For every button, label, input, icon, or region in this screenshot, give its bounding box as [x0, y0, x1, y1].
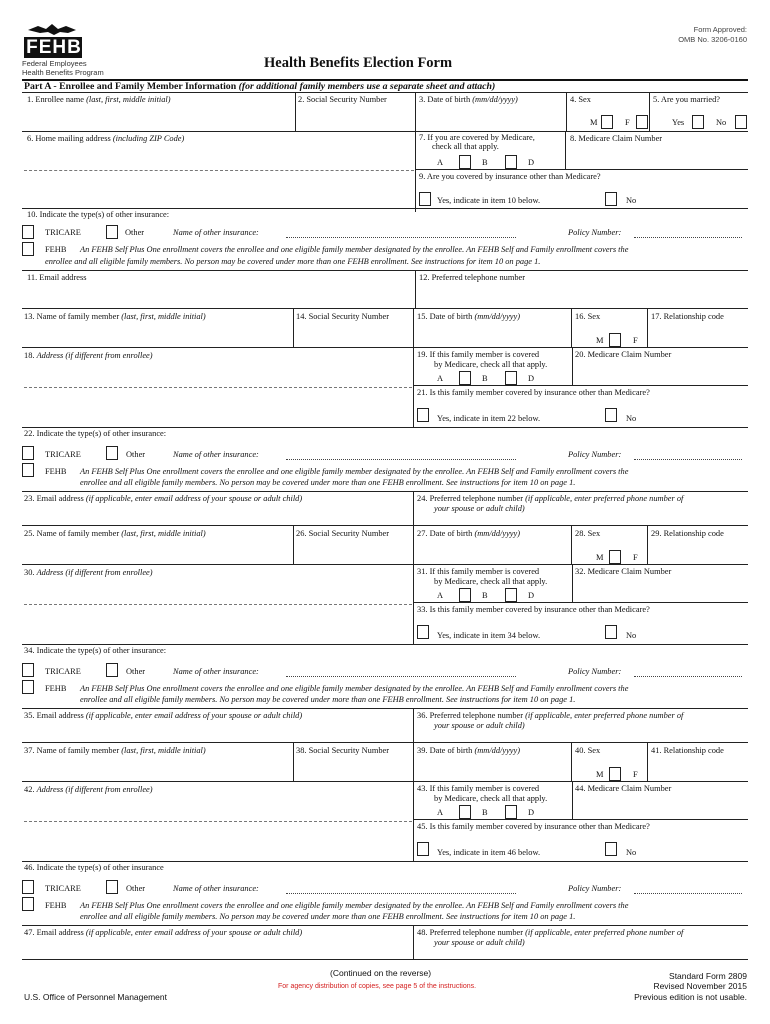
medicare-a-label: A: [437, 374, 444, 383]
member-other-ins-yes-label: Yes, indicate in item 34 below.: [437, 631, 541, 640]
org-name-line2: Health Benefits Program: [22, 68, 104, 77]
field-text: Email address: [36, 494, 84, 503]
field-3-label: [419, 95, 518, 105]
revised-date: Revised November 2015: [653, 981, 747, 991]
other-name-label: Name of other insurance:: [173, 450, 259, 459]
fehb-note-2: enrollee and all eligible family members. No person may be covered under more than one FEHB enrollment. See instructions for item 10 on page 1.: [45, 257, 541, 266]
member-sex-m-checkbox[interactable]: [609, 767, 621, 781]
married-no-label: No: [716, 118, 727, 127]
medicare-d-label: D: [528, 158, 535, 167]
enrollee-sex-f-checkbox[interactable]: [636, 115, 648, 129]
member-type-label: 22. Indicate the type(s) of other insurance:: [24, 429, 167, 438]
agency-distribution: For agency distribution of copies, see page 5 of the instructions.: [278, 983, 477, 990]
tricare-label: TRICARE: [45, 450, 81, 459]
policy-label: Policy Number:: [568, 450, 622, 459]
member-phone-label: [417, 711, 683, 721]
member-ssn-label: [296, 746, 389, 756]
other-type-checkbox[interactable]: [106, 225, 118, 239]
field-text: If this family member is covered: [429, 784, 540, 793]
f6-text: 6. Home mailing address: [27, 134, 111, 143]
member-medicare-label: [417, 350, 539, 360]
member-phone-label: [417, 494, 683, 504]
field-text: Address: [36, 351, 64, 360]
field-7-label-b: check all that apply.: [432, 142, 499, 151]
field-number: 17.: [651, 312, 662, 321]
field-text: Is this family member covered by insurance other than Medicare?: [429, 822, 650, 831]
tricare-label: TRICARE: [45, 667, 81, 676]
member-other-ins-no-label: No: [626, 631, 637, 640]
member-other-type-checkbox[interactable]: [106, 663, 118, 677]
field-9-label: 9. Are you covered by insurance other than Medicare?: [419, 172, 601, 181]
f3-note: (mm/dd/yyyy): [472, 95, 518, 104]
member-medicare-a-checkbox[interactable]: [459, 588, 471, 602]
form-title: Health Benefits Election Form: [264, 55, 453, 71]
field-text: If this family member is covered: [429, 350, 540, 359]
field-2-label: 2. Social Security Number: [298, 95, 387, 104]
field-note: (if different from enrollee): [65, 568, 153, 577]
part-a-title-note: (for additional family members use a separate sheet and attach): [238, 81, 496, 92]
fehb-checkbox[interactable]: [22, 242, 34, 256]
fehb-label: FEHB: [45, 901, 67, 910]
field-text: Relationship code: [663, 312, 724, 321]
member-claim-label: [575, 567, 671, 577]
continued-text: (Continued on the reverse): [330, 968, 432, 978]
policy-label: Policy Number:: [568, 228, 622, 237]
member-other-type-checkbox[interactable]: [106, 446, 118, 460]
f6-note: (including ZIP Code): [112, 134, 185, 143]
fehb-note-2: enrollee and all eligible family members. No person may be covered under more than one FEHB enrollment. See instructions for item 10 on page 1.: [80, 912, 576, 921]
field-note: (if applicable, enter email address of your spouse or adult child): [85, 711, 303, 720]
field-note: (if applicable, enter email address of your spouse or adult child): [85, 494, 303, 503]
f1-note: (last, first, middle initial): [86, 95, 171, 104]
member-claim-label: [575, 350, 671, 360]
member-claim-label: [575, 784, 671, 794]
other-ins-no-checkbox[interactable]: [605, 192, 617, 206]
field-number: 16.: [575, 312, 586, 321]
field-number: 45.: [417, 822, 428, 831]
field-note: (last, first, middle initial): [121, 746, 206, 755]
member-dob-label: [417, 529, 520, 539]
member-other-ins-yes-checkbox[interactable]: [417, 625, 429, 639]
field-text: Sex: [587, 529, 601, 538]
member-fehb-checkbox[interactable]: [22, 897, 34, 911]
field-text: If this family member is covered: [429, 567, 540, 576]
field-number: 20.: [575, 350, 586, 359]
field-text: Date of birth: [429, 746, 473, 755]
sex-m-label: M: [596, 336, 604, 345]
field-note: (last, first, middle initial): [121, 312, 206, 321]
tricare-label: TRICARE: [45, 884, 81, 893]
fehb-label: FEHB: [45, 245, 67, 254]
member-fehb-checkbox[interactable]: [22, 463, 34, 477]
member-other-ins-no-checkbox[interactable]: [605, 625, 617, 639]
field-number: 39.: [417, 746, 428, 755]
field-number: 44.: [575, 784, 586, 793]
field-number: 48.: [417, 928, 428, 937]
f1-text: 1. Enrollee name: [27, 95, 84, 104]
sex-m-label: M: [596, 553, 604, 562]
logo-text: FEHB: [26, 37, 82, 58]
field-note: (if applicable, enter email address of your spouse or adult child): [85, 928, 303, 937]
medicare-b-checkbox[interactable]: [505, 155, 517, 169]
field-text: Medicare Claim Number: [587, 567, 672, 576]
field-note: (if applicable, enter preferred phone number of: [525, 928, 684, 937]
policy-label: Policy Number:: [568, 884, 622, 893]
medicare-d-label: D: [528, 591, 535, 600]
field-6-label: [27, 134, 184, 144]
fehb-note-2: enrollee and all eligible family members. No person may be covered under more than one FEHB enrollment. See instructions for item 10 on page 1.: [80, 478, 576, 487]
member-sex-label: [575, 529, 600, 539]
member-dob-label: [417, 746, 520, 756]
sex-f-label: F: [633, 336, 638, 345]
field-5-label: 5. Are you married?: [653, 95, 720, 104]
field-text: Name of family member: [36, 312, 120, 321]
member-phone-note-2: your spouse or adult child): [434, 721, 525, 730]
tricare-checkbox[interactable]: [22, 225, 34, 239]
member-medicare-label: [417, 784, 539, 794]
field-number: 27.: [417, 529, 428, 538]
field-number: 28.: [575, 529, 586, 538]
fehb-label: FEHB: [45, 467, 67, 476]
field-number: 43.: [417, 784, 428, 793]
field-text: Is this family member covered by insurance other than Medicare?: [429, 605, 650, 614]
member-tricare-checkbox[interactable]: [22, 663, 34, 677]
field-text: Preferred telephone number: [429, 711, 524, 720]
member-other-ins-no-label: No: [626, 414, 637, 423]
sex-m-label: M: [596, 770, 604, 779]
field-text: Social Security Number: [308, 529, 390, 538]
member-other-ins-yes-label: Yes, indicate in item 46 below.: [437, 848, 541, 857]
sex-f-label: F: [633, 553, 638, 562]
field-text: Date of birth: [429, 312, 473, 321]
married-yes-label: Yes: [672, 118, 685, 127]
member-medicare-a-checkbox[interactable]: [459, 805, 471, 819]
married-yes-checkbox[interactable]: [692, 115, 704, 129]
field-12-label: 12. Preferred telephone number: [419, 273, 526, 282]
member-phone-note-2: your spouse or adult child): [434, 938, 525, 947]
member-medicare-label-2: by Medicare, check all that apply.: [434, 577, 548, 586]
field-number: 23.: [24, 494, 35, 503]
medicare-b-label: B: [482, 591, 488, 600]
part-a-title: [24, 81, 495, 92]
field-number: 40.: [575, 746, 586, 755]
member-address-label: [24, 785, 153, 795]
field-number: 35.: [24, 711, 35, 720]
field-7-label-a: 7. If you are covered by Medicare,: [419, 133, 535, 142]
medicare-a-label: A: [437, 591, 444, 600]
other-ins-yes-label: Yes, indicate in item 10 below.: [437, 196, 541, 205]
tricare-label: TRICARE: [45, 228, 81, 237]
fehb-note-1: An FEHB Self Plus One enrollment covers the enrollee and one eligible family member designated by the enrollee. An FEHB Self and Family enrollment covers the: [80, 901, 629, 910]
member-email-label: [24, 711, 302, 721]
field-number: 29.: [651, 529, 662, 538]
field-text: Medicare Claim Number: [587, 784, 672, 793]
field-number: 31.: [417, 567, 428, 576]
member-sex-m-checkbox[interactable]: [609, 550, 621, 564]
field-11-label: 11. Email address: [27, 273, 87, 282]
field-text: Sex: [587, 746, 601, 755]
medicare-a-checkbox[interactable]: [459, 155, 471, 169]
field-note: (if different from enrollee): [65, 351, 153, 360]
field-number: 18.: [24, 351, 35, 360]
member-phone-note-2: your spouse or adult child): [434, 504, 525, 513]
member-other-ins-yes-label: Yes, indicate in item 22 below.: [437, 414, 541, 423]
member-medicare-a-checkbox[interactable]: [459, 371, 471, 385]
field-number: 42.: [24, 785, 35, 794]
field-1-label: [27, 95, 171, 105]
field-number: 19.: [417, 350, 428, 359]
field-note: (mm/dd/yyyy): [474, 529, 521, 538]
field-text: Relationship code: [663, 746, 724, 755]
field-number: 47.: [24, 928, 35, 937]
member-other-ins-no-label: No: [626, 848, 637, 857]
medicare-d-label: D: [528, 808, 535, 817]
field-text: Address: [36, 785, 64, 794]
other-ins-yes-checkbox[interactable]: [419, 192, 431, 206]
member-sex-label: [575, 746, 600, 756]
field-number: 14.: [296, 312, 307, 321]
member-fehb-checkbox[interactable]: [22, 680, 34, 694]
member-type-label: 34. Indicate the type(s) of other insurance:: [24, 646, 167, 655]
enrollee-sex-m-checkbox[interactable]: [601, 115, 613, 129]
other-ins-no-label: No: [626, 196, 637, 205]
field-number: 21.: [417, 388, 428, 397]
member-email-label: [24, 494, 302, 504]
field-text: Name of family member: [36, 746, 120, 755]
standard-form: Standard Form 2809: [669, 971, 747, 981]
member-dob-label: [417, 312, 520, 322]
field-text: Name of family member: [36, 529, 120, 538]
medicare-a-label: A: [437, 808, 444, 817]
field-note: (last, first, middle initial): [121, 529, 206, 538]
fehb-note-2: enrollee and all eligible family members. No person may be covered under more than one FEHB enrollment. See instructions for item 10 on page 1.: [80, 695, 576, 704]
field-number: 38.: [296, 746, 307, 755]
member-medicare-label-2: by Medicare, check all that apply.: [434, 360, 548, 369]
other-type-label: Other: [126, 450, 146, 459]
sex-f-label: F: [625, 118, 630, 127]
other-type-label: Other: [126, 884, 146, 893]
field-text: Preferred telephone number: [429, 494, 524, 503]
field-text: Email address: [36, 928, 84, 937]
field-text: Address: [36, 568, 64, 577]
field-8-label: 8. Medicare Claim Number: [570, 134, 663, 143]
field-note: (mm/dd/yyyy): [474, 746, 521, 755]
org-name-line1: Federal Employees: [22, 59, 87, 68]
other-type-label: Other: [125, 228, 145, 237]
field-number: 33.: [417, 605, 428, 614]
fehb-note-1: An FEHB Self Plus One enrollment covers the enrollee and one eligible family member designated by the enrollee. An FEHB Self and Family enrollment covers the: [80, 684, 629, 693]
member-name-label: [24, 312, 206, 322]
member-relationship-label: [651, 529, 724, 539]
member-name-label: [24, 529, 206, 539]
sex-m-label: M: [590, 118, 598, 127]
member-relationship-label: [651, 312, 724, 322]
member-medicare-label-2: by Medicare, check all that apply.: [434, 794, 548, 803]
medicare-d-label: D: [528, 374, 535, 383]
medicare-a-label: A: [437, 158, 444, 167]
field-number: 32.: [575, 567, 586, 576]
omb-number: OMB No. 3206-0160: [678, 35, 747, 44]
field-note: (if different from enrollee): [65, 785, 153, 794]
field-text: Social Security Number: [308, 746, 390, 755]
member-other-ins-label: [417, 388, 650, 398]
other-name-label: Name of other insurance:: [173, 667, 259, 676]
member-medicare-b-checkbox[interactable]: [505, 371, 517, 385]
field-note: (if applicable, enter preferred phone number of: [525, 711, 684, 720]
member-other-ins-no-checkbox[interactable]: [605, 842, 617, 856]
member-other-ins-yes-checkbox[interactable]: [417, 408, 429, 422]
other-type-label: Other: [126, 667, 146, 676]
member-address-label: [24, 351, 153, 361]
field-number: 25.: [24, 529, 35, 538]
member-address-label: [24, 568, 153, 578]
field-text: Date of birth: [429, 529, 473, 538]
form-approved: Form Approved:: [693, 25, 747, 34]
medicare-b-label: B: [482, 158, 488, 167]
member-name-label: [24, 746, 206, 756]
sex-f-label: F: [633, 770, 638, 779]
fehb-label: FEHB: [45, 684, 67, 693]
fehb-note-1: An FEHB Self Plus One enrollment covers the enrollee and one eligible family member designated by the enrollee. An FEHB Self and Family enrollment covers the: [80, 245, 629, 254]
member-medicare-b-checkbox[interactable]: [505, 588, 517, 602]
field-number: 15.: [417, 312, 428, 321]
medicare-b-label: B: [482, 808, 488, 817]
field-text: Relationship code: [663, 529, 724, 538]
member-ssn-label: [296, 529, 389, 539]
fehb-logo: [22, 22, 84, 60]
field-number: 13.: [24, 312, 35, 321]
member-other-ins-label: [417, 605, 650, 615]
field-10-label: 10. Indicate the type(s) of other insurance:: [27, 210, 170, 219]
member-other-ins-yes-checkbox[interactable]: [417, 842, 429, 856]
f3-text: 3. Date of birth: [419, 95, 471, 104]
member-tricare-checkbox[interactable]: [22, 446, 34, 460]
field-text: Preferred telephone number: [429, 928, 524, 937]
other-name-label: Name of other insurance:: [173, 228, 259, 237]
previous-edition: Previous edition is not usable.: [634, 992, 747, 1002]
member-other-type-checkbox[interactable]: [106, 880, 118, 894]
field-text: Medicare Claim Number: [587, 350, 672, 359]
field-number: 41.: [651, 746, 662, 755]
member-tricare-checkbox[interactable]: [22, 880, 34, 894]
field-number: 30.: [24, 568, 35, 577]
field-number: 37.: [24, 746, 35, 755]
member-phone-label: [417, 928, 683, 938]
member-ssn-label: [296, 312, 389, 322]
member-other-ins-no-checkbox[interactable]: [605, 408, 617, 422]
field-number: 24.: [417, 494, 428, 503]
field-text: Email address: [36, 711, 84, 720]
member-email-label: [24, 928, 302, 938]
field-note: (if applicable, enter preferred phone number of: [525, 494, 684, 503]
member-type-label: 46. Indicate the type(s) of other insurance: [24, 863, 164, 872]
field-text: Is this family member covered by insurance other than Medicare?: [429, 388, 650, 397]
field-4-label: 4. Sex: [570, 95, 591, 104]
member-medicare-b-checkbox[interactable]: [505, 805, 517, 819]
fehb-note-1: An FEHB Self Plus One enrollment covers the enrollee and one eligible family member designated by the enrollee. An FEHB Self and Family enrollment covers the: [80, 467, 629, 476]
member-sex-label: [575, 312, 600, 322]
opm-name: U.S. Office of Personnel Management: [24, 992, 168, 1002]
policy-label: Policy Number:: [568, 667, 622, 676]
other-name-label: Name of other insurance:: [173, 884, 259, 893]
member-relationship-label: [651, 746, 724, 756]
member-medicare-label: [417, 567, 539, 577]
married-no-checkbox[interactable]: [735, 115, 747, 129]
field-text: Social Security Number: [308, 312, 390, 321]
part-a-title-text: Part A - Enrollee and Family Member Information: [24, 81, 237, 92]
member-sex-m-checkbox[interactable]: [609, 333, 621, 347]
field-number: 36.: [417, 711, 428, 720]
member-other-ins-label: [417, 822, 650, 832]
field-number: 26.: [296, 529, 307, 538]
field-note: (mm/dd/yyyy): [474, 312, 521, 321]
field-text: Sex: [587, 312, 601, 321]
medicare-b-label: B: [482, 374, 488, 383]
